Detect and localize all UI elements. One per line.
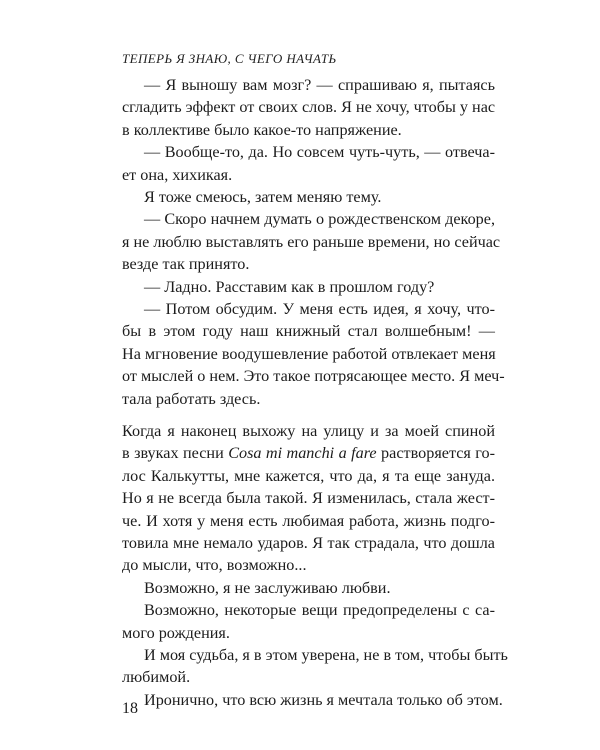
- text-line: Когда я наконец выхожу на улицу и за моей спиной: [122, 422, 495, 440]
- paragraph: [122, 186, 495, 208]
- text-line: бы в этом году наш книжный стал волшебным! —: [122, 322, 495, 341]
- paragraph: [122, 420, 495, 577]
- text-line: любимой.: [122, 668, 191, 687]
- text-line: Но я не всегда была такой. Я изменилась, стала жест-: [122, 489, 495, 508]
- text-line: — Потом обсудим. У меня есть идея, я хочу, что-: [144, 300, 495, 319]
- text-line: На мгновение воодушевление работой отвлекает меня: [122, 344, 496, 363]
- text-line: я не люблю выставлять его раньше времени, но сейчас: [122, 232, 501, 251]
- text-line: — Я выношу вам мозг? — спрашиваю я, пытаясь: [144, 76, 495, 94]
- paragraph: [122, 208, 501, 275]
- text-line: — Скоро начнем думать о рождественском декоре,: [144, 210, 495, 229]
- text-line: Я тоже смеюсь, затем меняю тему.: [144, 188, 382, 207]
- text-line: в коллективе было какое-то напряжение.: [122, 120, 402, 139]
- text-line: лос Калькутты, мне кажется, что да, я та еще зануда.: [122, 466, 495, 485]
- page-number: 18: [122, 700, 138, 717]
- paragraph: [122, 74, 495, 141]
- running-head: ТЕПЕРЬ Я ЗНАЮ, С ЧЕГО НАЧАТЬ: [122, 51, 337, 66]
- text-line: че. И хотя у меня есть любимая работа, жизнь подго-: [122, 511, 495, 530]
- text-line: в звуках песни Cosa mi manchi a fare растворяется го-: [122, 444, 496, 463]
- paragraph: [122, 298, 505, 410]
- text-line: до мысли, что, возможно...: [122, 556, 307, 575]
- paragraph: [122, 689, 503, 711]
- text-block-narrative: [122, 420, 508, 711]
- text-line: везде так принято.: [122, 255, 250, 274]
- text-line: — Ладно. Расставим как в прошлом году?: [144, 277, 435, 296]
- text-line: Возможно, я не заслуживаю любви.: [144, 578, 391, 597]
- paragraph: [122, 141, 495, 186]
- paragraph: [122, 599, 495, 644]
- paragraph: [122, 276, 495, 298]
- text-line: — Вообще-то, да. Но совсем чуть-чуть, — отвеча-: [144, 143, 495, 162]
- text-line: тала работать здесь.: [122, 389, 261, 408]
- text-line: сгладить эффект от своих слов. Я не хочу, чтобы у нас: [122, 98, 496, 117]
- text-line: мого рождения.: [122, 623, 230, 642]
- paragraph: [122, 577, 495, 599]
- paragraph: [122, 644, 508, 689]
- song-title: Cosa mi manchi a fare: [228, 444, 377, 463]
- text-line: Иронично, что всю жизнь я мечтала только об этом.: [144, 690, 503, 709]
- text-line: Возможно, некоторые вещи предопределены с са-: [144, 601, 495, 620]
- text-line: И моя судьба, я в этом уверена, не в том, чтобы быть: [144, 646, 508, 665]
- text-line: ет она, хихикая.: [122, 165, 233, 184]
- text-block-dialogue: [122, 74, 505, 410]
- text-line: от мыслей о нем. Это такое потрясающее место. Я меч-: [122, 367, 505, 386]
- text-line: товила мне немало ударов. Я так страдала, что дошла: [122, 534, 495, 553]
